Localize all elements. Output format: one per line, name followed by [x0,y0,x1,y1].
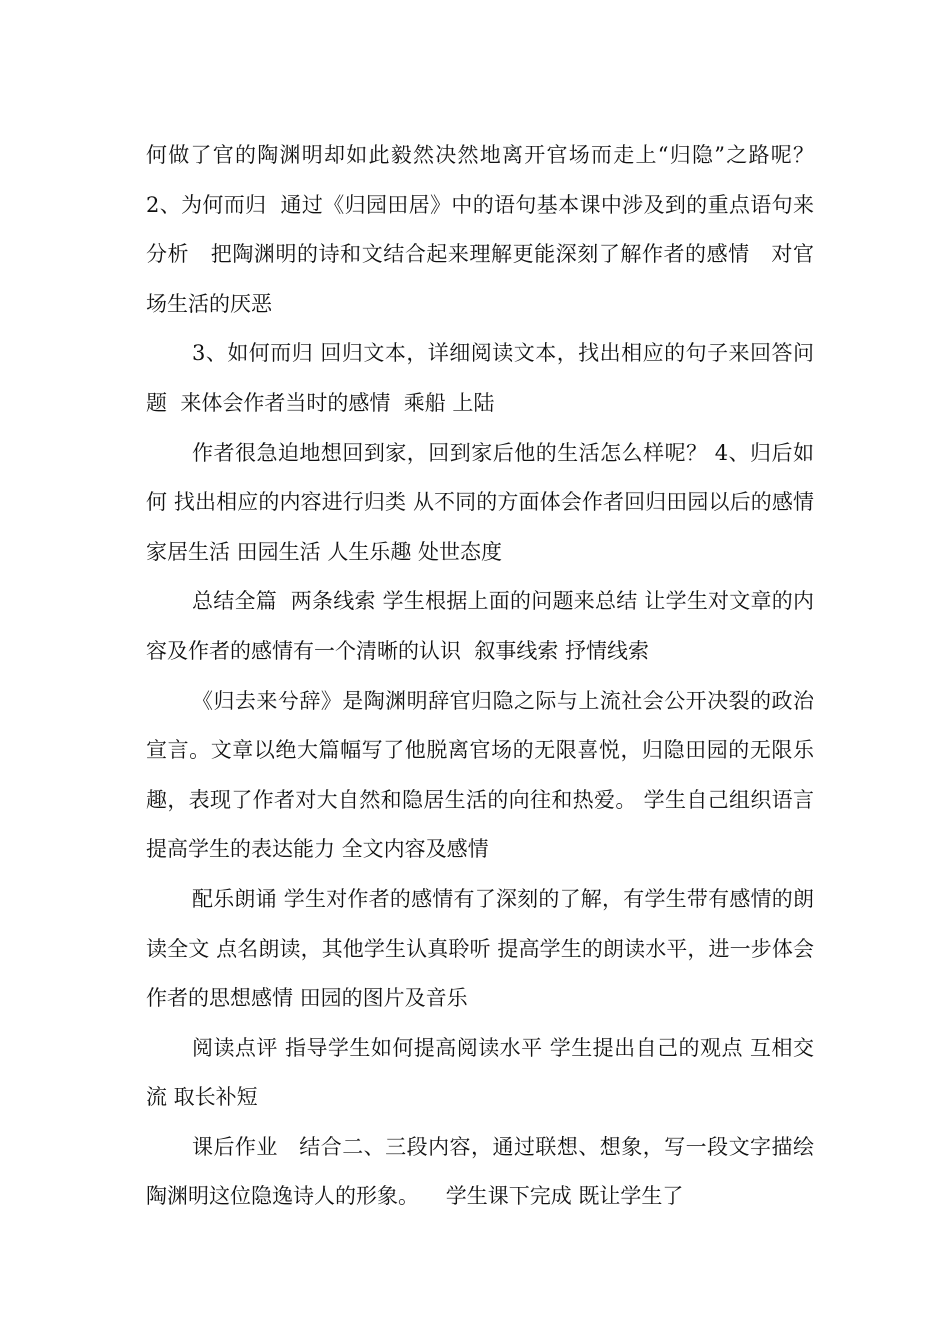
paragraph-3: 作者很急迫地想回到家，回到家后他的生活怎么样呢？ 4、归后如何 找出相应的内容进行归类 从不同的方面体会作者回归田园以后的感情 家居生活 田园生活 人生乐趣 处世态度 [146,440,821,564]
document-body [146,131,828,1222]
paragraph-8: 课后作业 结合二、三段内容，通过联想、想象，写一段文字描绘陶渊明这位隐逸诗人的形象。 学生课下完成 既让学生了 [146,1134,814,1209]
paragraph-4: 总结全篇 两条线索 学生根据上面的问题来总结 让学生对文章的内容及作者的感情有一个清晰的认识 叙事线索 抒情线索 [146,589,814,663]
paragraph-1: 何做了官的陶渊明却如此毅然决然地离开官场而走上“归隐”之路呢？ 2、为何而归 通过《归园田居》中的语句基本课中涉及到的重点语句来分析 把陶渊明的诗和文结合起来理解更能深刻了解作者的感情 对官场生活的厌恶 [146,143,821,316]
paragraph-2: 3、如何而归 回归文本，详细阅读文本，找出相应的句子来回答问题 来体会作者当时的感情 乘船 上陆 [146,341,814,415]
paragraph-6: 配乐朗诵 学生对作者的感情有了深刻的了解，有学生带有感情的朗读全文 点名朗读，其他学生认真聆听 提高学生的朗读水平，进一步体会作者的思想感情 田园的图片及音乐 [146,886,814,1011]
paragraph-7: 阅读点评 指导学生如何提高阅读水平 学生提出自己的观点 互相交流 取长补短 [146,1035,814,1110]
paragraph-5: 《归去来兮辞》是陶渊明辞官归隐之际与上流社会公开决裂的政治宣言。文章以绝大篇幅写了他脱离官场的无限喜悦，归隐田园的无限乐趣，表现了作者对大自然和隐居生活的向往和热爱。 学生自己组织语言 提高学生的表达能力 全文内容及感情 [146,688,828,862]
